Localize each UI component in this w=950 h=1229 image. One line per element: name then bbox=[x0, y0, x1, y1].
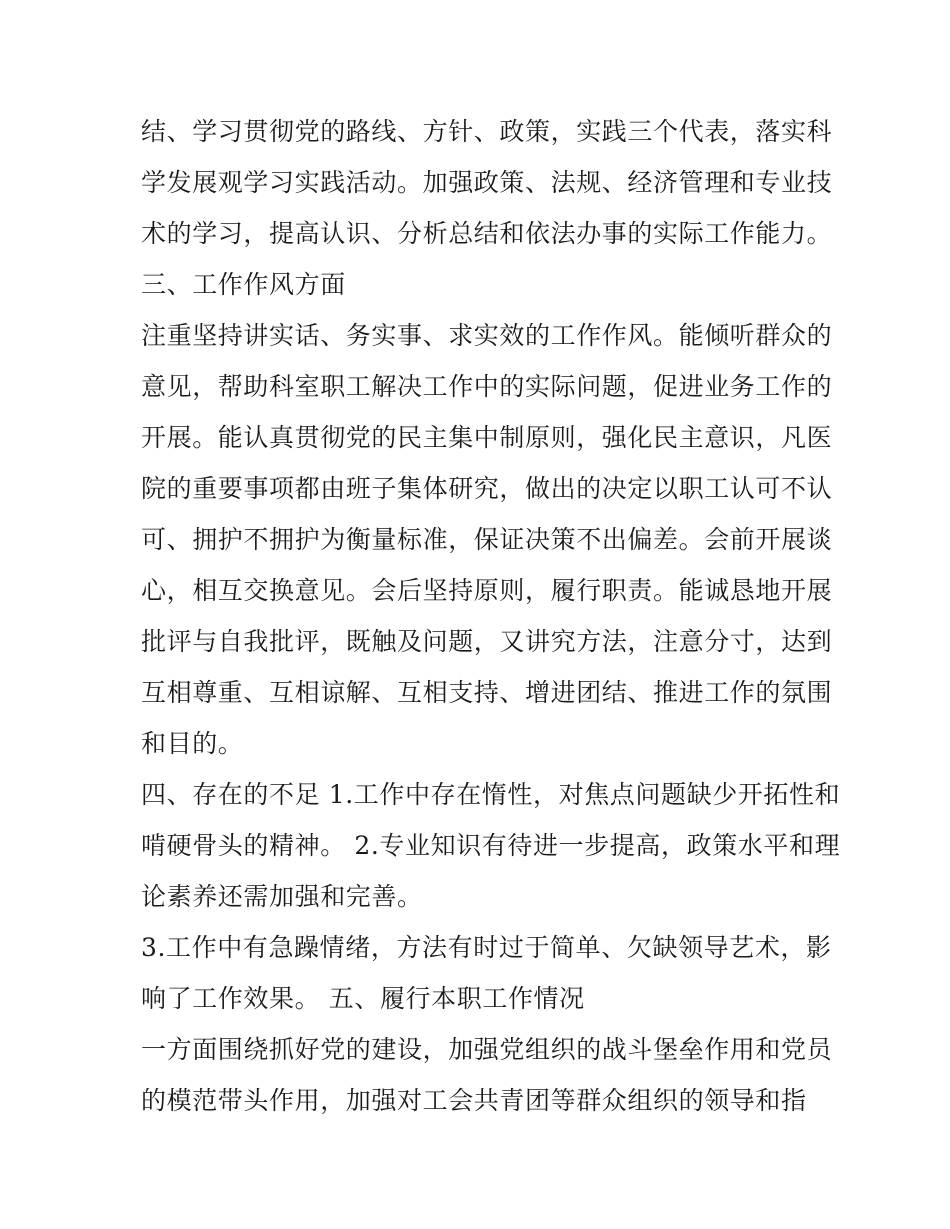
text-line: 学发展观学习实践活动。加强政策、法规、经济管理和专业技 bbox=[141, 168, 833, 197]
text-line: 结、学习贯彻党的路线、方针、政策，实践三个代表，落实科 bbox=[141, 117, 833, 146]
text-line: 四、存在的不足 1.工作中存在惰性，对焦点问题缺少开拓性和 bbox=[141, 780, 841, 809]
text-line: 注重坚持讲实话、务实事、求实效的工作作风。能倾听群众的 bbox=[141, 321, 833, 350]
text-line: 互相尊重、互相谅解、互相支持、增进团结、推进工作的氛围 bbox=[141, 678, 833, 707]
text-line: 一方面围绕抓好党的建设，加强党组织的战斗堡垒作用和党员 bbox=[141, 1035, 833, 1064]
text-line: 论素养还需加强和完善。 bbox=[141, 882, 423, 911]
text-line: 院的重要事项都由班子集体研究，做出的决定以职工认可不认 bbox=[141, 474, 833, 503]
text-line: 可、拥护不拥护为衡量标准，保证决策不出偏差。会前开展谈 bbox=[141, 525, 833, 554]
text-line: 开展。能认真贯彻党的民主集中制原则，强化民主意识，凡医 bbox=[141, 423, 833, 452]
text-line: 3.工作中有急躁情绪，方法有时过于简单、欠缺领导艺术，影 bbox=[141, 933, 832, 962]
text-line: 和目的。 bbox=[141, 729, 244, 758]
document-body-text bbox=[141, 106, 841, 1126]
text-line: 术的学习，提高认识、分析总结和依法办事的实际工作能力。 bbox=[141, 219, 833, 248]
text-line: 心，相互交换意见。会后坚持原则，履行职责。能诚恳地开展 bbox=[141, 576, 833, 605]
text-line: 响了工作效果。 五、履行本职工作情况 bbox=[141, 984, 585, 1013]
text-line: 意见，帮助科室职工解决工作中的实际问题，促进业务工作的 bbox=[141, 372, 833, 401]
text-line: 的模范带头作用，加强对工会共青团等群众组织的领导和指 bbox=[141, 1086, 807, 1115]
section-heading: 三、工作作风方面 bbox=[141, 270, 346, 299]
text-line: 啃硬骨头的精神。 2.专业知识有待进一步提高，政策水平和理 bbox=[141, 831, 841, 860]
text-line: 批评与自我批评，既触及问题，又讲究方法，注意分寸，达到 bbox=[141, 627, 833, 656]
